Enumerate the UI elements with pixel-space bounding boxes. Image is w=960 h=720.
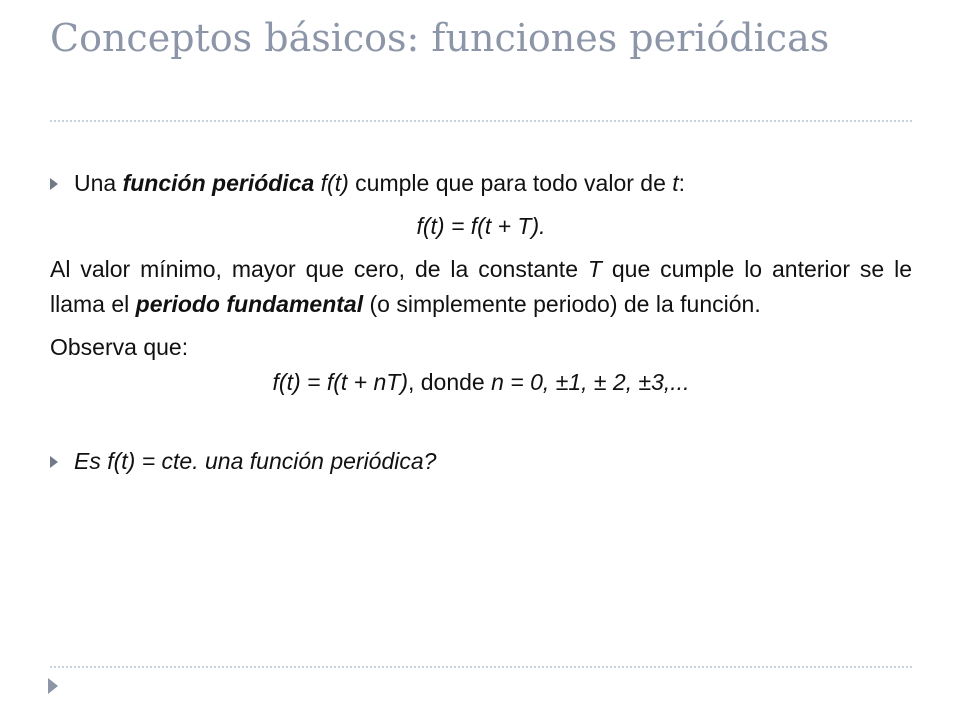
definition-part2: que cumple lo anterior se le llama el [50,256,912,317]
formula1-text: f(t) = f(t + T). [416,213,546,239]
definition-part1: Al valor mínimo, mayor que cero, de la constante [50,256,588,282]
formula-general-period [50,365,912,400]
slide-content [50,166,912,479]
definition-part3: (o simplemente periodo) de la función. [363,291,761,317]
slide-title: Conceptos básicos: funciones periódicas [50,16,830,60]
definition-T: T [587,256,602,282]
formula2-sep: , donde [407,369,492,395]
bullet-constant-question [50,444,912,479]
observe-label: Observa que: [50,334,189,360]
bullet1-mid: cumple que para todo valor de [348,170,673,196]
bullet-periodic-definition [50,166,912,201]
formula2-expr: f(t) = f(t + nT) [272,369,408,395]
bullet2-text: Es f(t) = cte. una función periódica? [74,448,437,474]
footer-divider [50,666,912,668]
title-divider [50,120,912,122]
formula-periodicity [50,209,912,244]
next-slide-arrow-icon[interactable] [48,678,58,694]
spacer [50,400,912,444]
fundamental-period-paragraph [50,252,912,322]
formula2-cond: n = 0, ±1, ± 2, ±3,... [491,369,690,395]
bullet1-term: función periódica [122,170,315,196]
bullet1-end: : [678,170,686,196]
bullet-arrow-icon [50,178,58,190]
bullet1-t: t [672,170,679,196]
bullet-arrow-icon [50,456,58,468]
definition-term: periodo fundamental [135,291,364,317]
bullet1-prefix: Una [74,170,123,196]
bullet1-ft: f(t) [320,170,349,196]
